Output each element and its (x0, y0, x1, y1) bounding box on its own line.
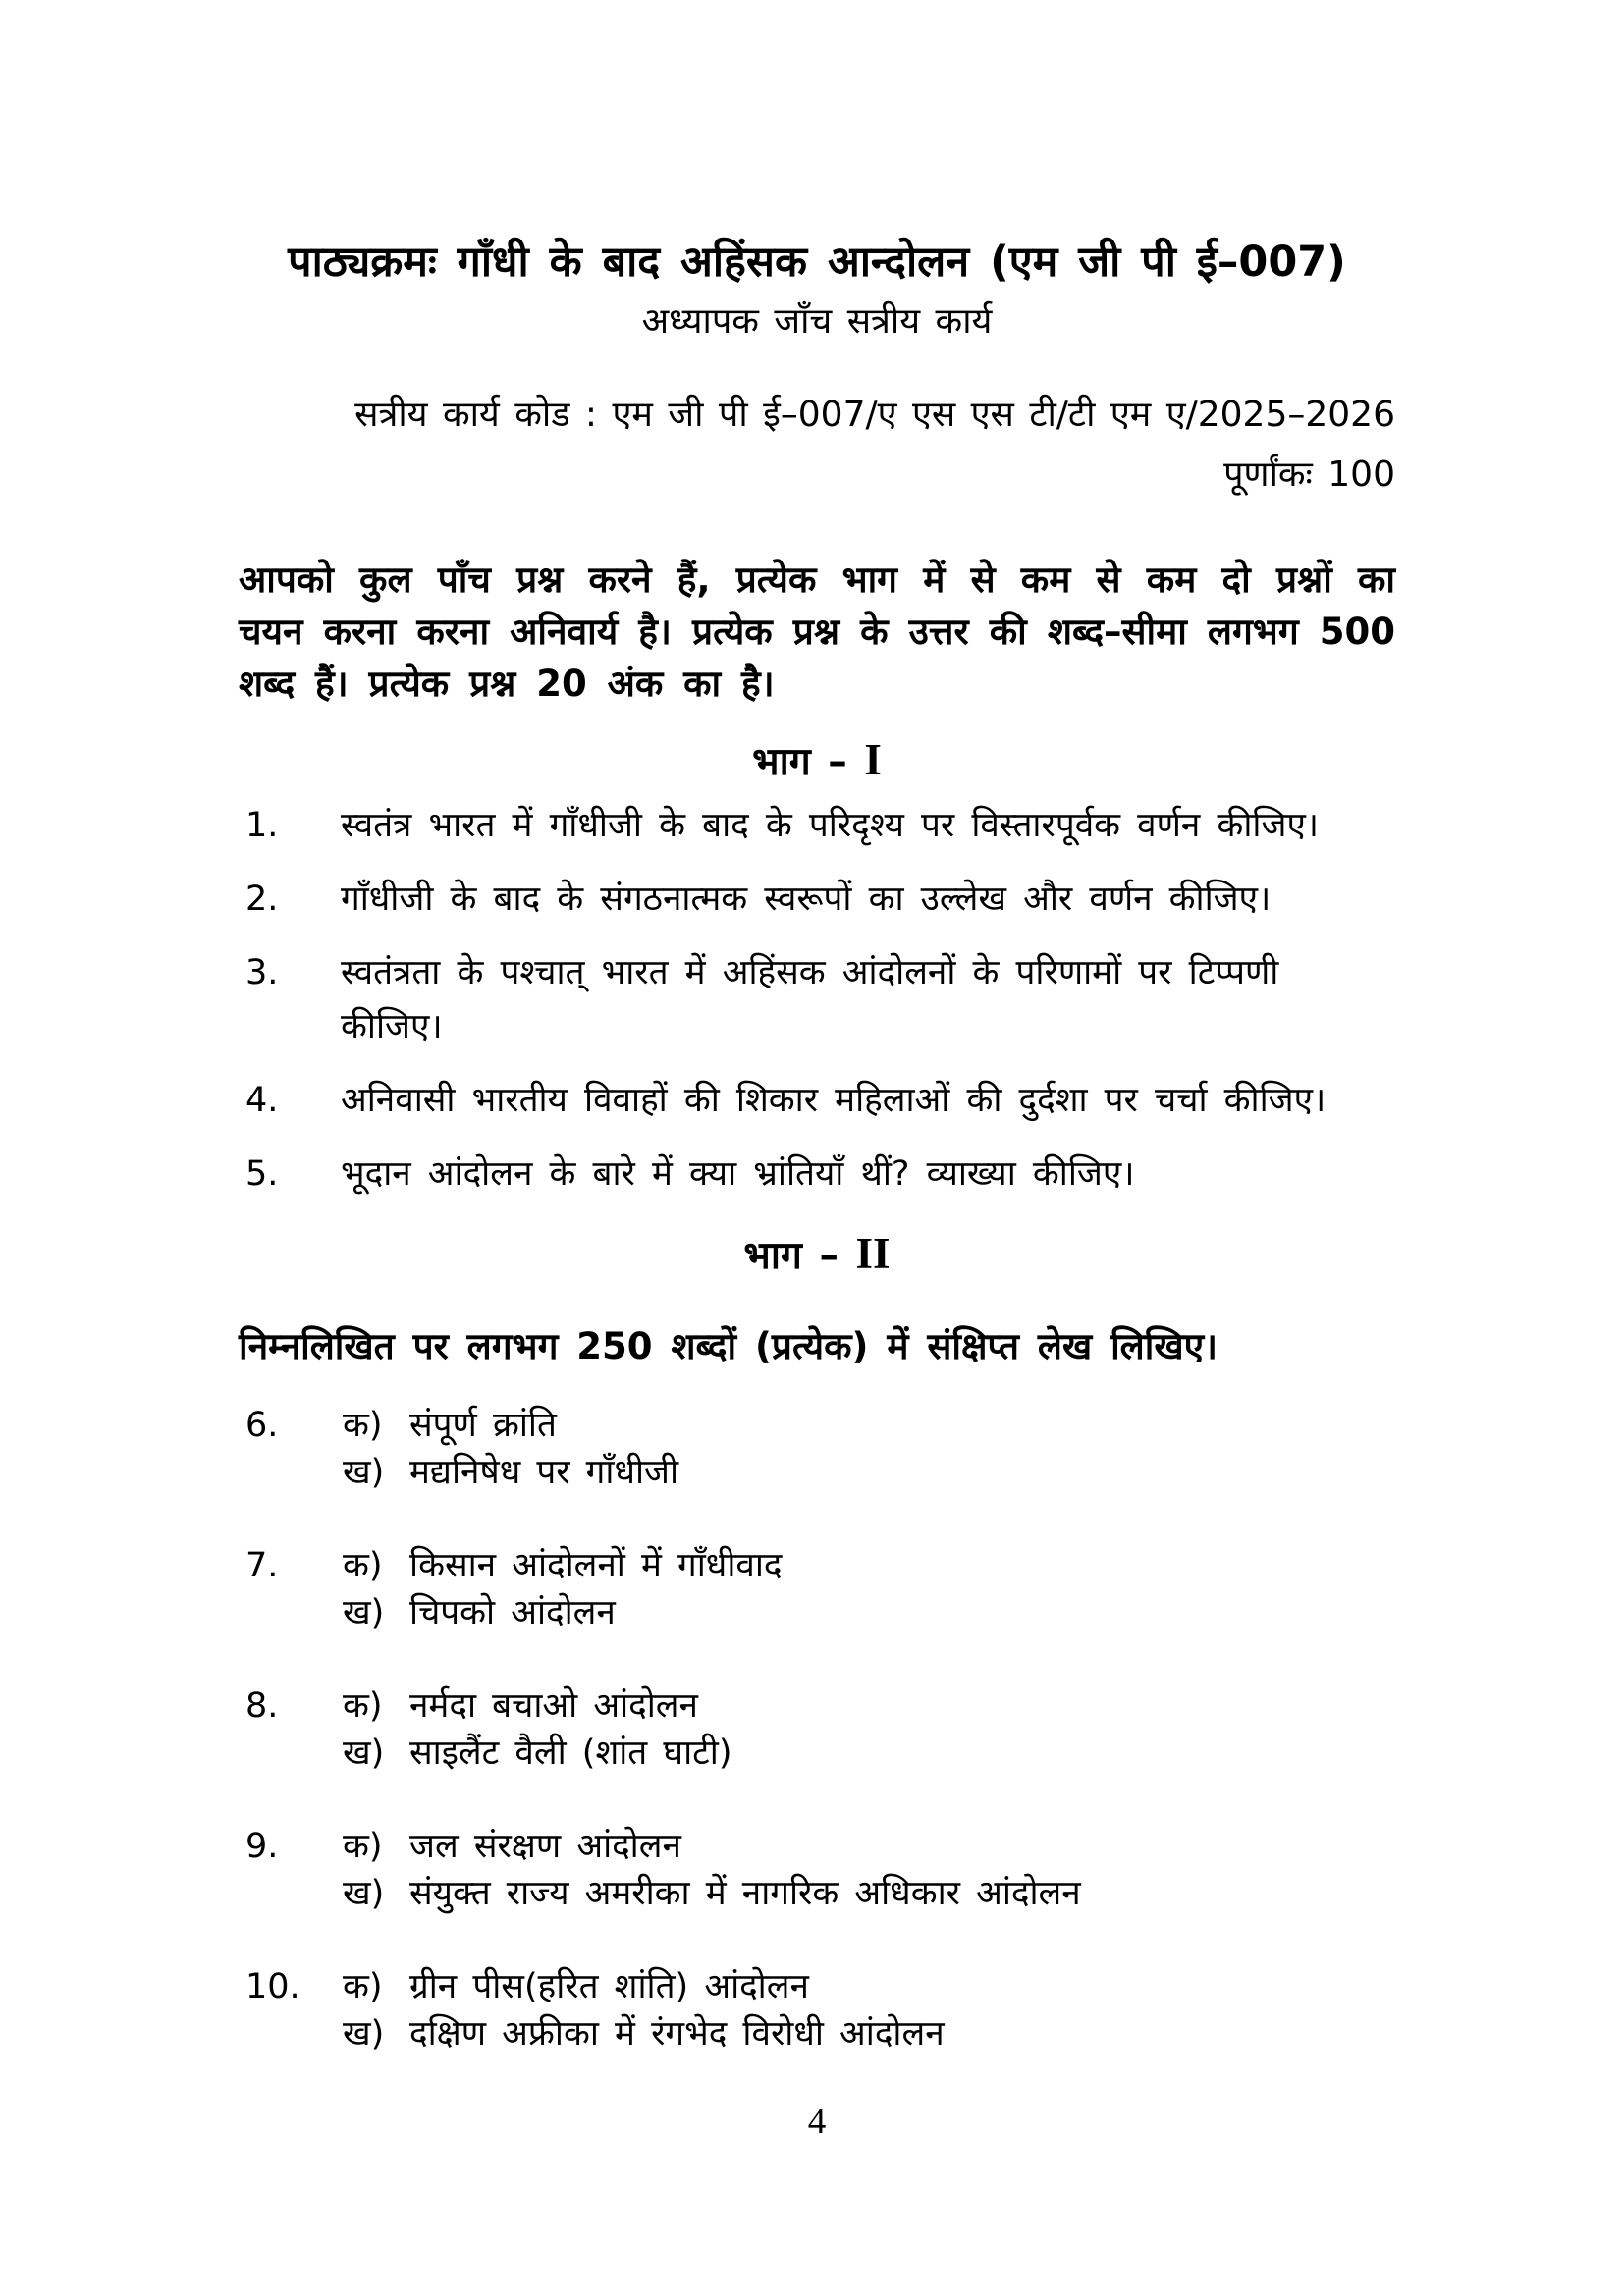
question-parts (343, 1542, 1395, 1636)
part-label: क) (343, 1405, 383, 1445)
part-text: मद्यनिषेध पर गाँधीजी (409, 1452, 679, 1492)
part-text: ग्रीन पीस(हरित शांति) आंदोलन (409, 1966, 809, 2006)
part-text: संयुक्त राज्य अमरीका में नागरिक अधिकार आंदोलन (409, 1873, 1081, 1913)
question-number: 2. (245, 879, 279, 919)
question-part (343, 1589, 1395, 1636)
question-part (343, 1823, 1395, 1870)
question-number: 9. (245, 1826, 279, 1866)
part-text: साइलैंट वैली (शांत घाटी) (409, 1733, 732, 1773)
question-part (343, 1542, 1395, 1589)
part-label: ख) (343, 1873, 385, 1913)
question-parts (343, 1682, 1395, 1777)
part-text: नर्मदा बचाओ आंदोलन (409, 1685, 698, 1726)
question-number: 1. (245, 805, 279, 845)
part2-instruction-note: निम्नलिखित पर लगभग 250 शब्दों (प्रत्येक) में संक्षिप्त लेख लिखिए। (239, 1324, 1218, 1367)
assignment-code-block (239, 389, 1395, 497)
part-label: क) (343, 1826, 383, 1866)
question-text: स्वतंत्र भारत में गाँधीजी के बाद के परिदृश्य पर विस्तारपूर्वक वर्णन कीजिए। (341, 805, 1320, 845)
question-item (239, 1074, 1395, 1128)
section-heading-part2 (239, 1229, 1395, 1281)
question-part (343, 2010, 1395, 2057)
question-item (239, 1148, 1395, 1201)
question-text: भूदान आंदोलन के बारे में क्या भ्रांतियाँ थीं? व्याख्या कीजिए। (341, 1153, 1135, 1194)
part-text: जल संरक्षण आंदोलन (409, 1826, 681, 1866)
question-part (343, 1682, 1395, 1730)
question-item (239, 1823, 1395, 1917)
part-label: क) (343, 1966, 383, 2006)
assignment-code: सत्रीय कार्य कोड : एम जी पी ई–007/ए एस एस टी/टी एम ए/2025–2026 (354, 394, 1395, 435)
question-item (239, 1402, 1395, 1496)
question-item (239, 873, 1395, 927)
part-text: किसान आंदोलनों में गाँधीवाद (409, 1545, 783, 1585)
section-heading-prefix: भाग – (743, 1233, 839, 1278)
part-label: ख) (343, 1733, 385, 1773)
part-label: क) (343, 1545, 383, 1585)
question-part (343, 1963, 1395, 2010)
general-instructions: आपको कुल पाँच प्रश्न करने हैं, प्रत्येक भाग में से कम से कम दो प्रश्नों का चयन करना करना अनिवार्य है। प्रत्येक प्रश्न के उत्तर की शब्द–सीमा लगभग 500 शब्द हैं। प्रत्येक प्रश्न 20 अंक का है। (239, 558, 1395, 705)
question-item (239, 1542, 1395, 1636)
question-number: 5. (245, 1153, 279, 1194)
question-part (343, 1870, 1395, 1917)
section-heading-part1 (239, 735, 1395, 787)
part-label: ख) (343, 1452, 385, 1492)
part-label: ख) (343, 2013, 385, 2054)
question-number: 10. (245, 1966, 300, 2006)
part-label: ख) (343, 1592, 385, 1632)
question-number: 8. (245, 1685, 279, 1726)
question-parts (343, 1402, 1395, 1496)
course-title: पाठ्यक्रमः गाँधी के बाद अहिंसक आन्दोलन (एम जी पी ई–007) (288, 238, 1346, 287)
question-number: 6. (245, 1405, 279, 1445)
question-text: गाँधीजी के बाद के संगठनात्मक स्वरूपों का उल्लेख और वर्णन कीजिए। (341, 879, 1272, 919)
max-marks: पूर्णांकः 100 (1223, 454, 1395, 495)
part1-question-list (239, 799, 1395, 1201)
part-text: संपूर्ण क्रांति (409, 1405, 557, 1445)
section-heading-numeral: II (855, 1228, 891, 1278)
question-text: अनिवासी भारतीय विवाहों की शिकार महिलाओं की दुर्दशा पर चर्चा कीजिए। (341, 1080, 1326, 1120)
question-item (239, 1682, 1395, 1777)
section-heading-prefix: भाग – (752, 739, 847, 784)
question-part (343, 1730, 1395, 1777)
question-number: 4. (245, 1080, 279, 1120)
part-label: क) (343, 1685, 383, 1726)
question-parts (343, 1963, 1395, 2057)
page-number: 4 (807, 2102, 827, 2142)
question-parts (343, 1823, 1395, 1917)
question-item (239, 946, 1395, 1054)
question-item (239, 799, 1395, 853)
part-text: चिपको आंदोलन (409, 1592, 616, 1632)
question-part (343, 1449, 1395, 1496)
question-item (239, 1963, 1395, 2057)
part-text: दक्षिण अफ्रीका में रंगभेद विरोधी आंदोलन (409, 2013, 945, 2054)
document-subtitle: अध्यापक जाँच सत्रीय कार्य (641, 300, 993, 342)
question-number: 7. (245, 1545, 279, 1585)
question-number: 3. (245, 952, 279, 992)
question-text: स्वतंत्रता के पश्चात् भारत में अहिंसक आंदोलनों के परिणामों पर टिप्पणी कीजिए। (341, 952, 1279, 1046)
section-heading-numeral: I (864, 734, 882, 784)
question-part (343, 1402, 1395, 1449)
part2-question-list (239, 1402, 1395, 2057)
